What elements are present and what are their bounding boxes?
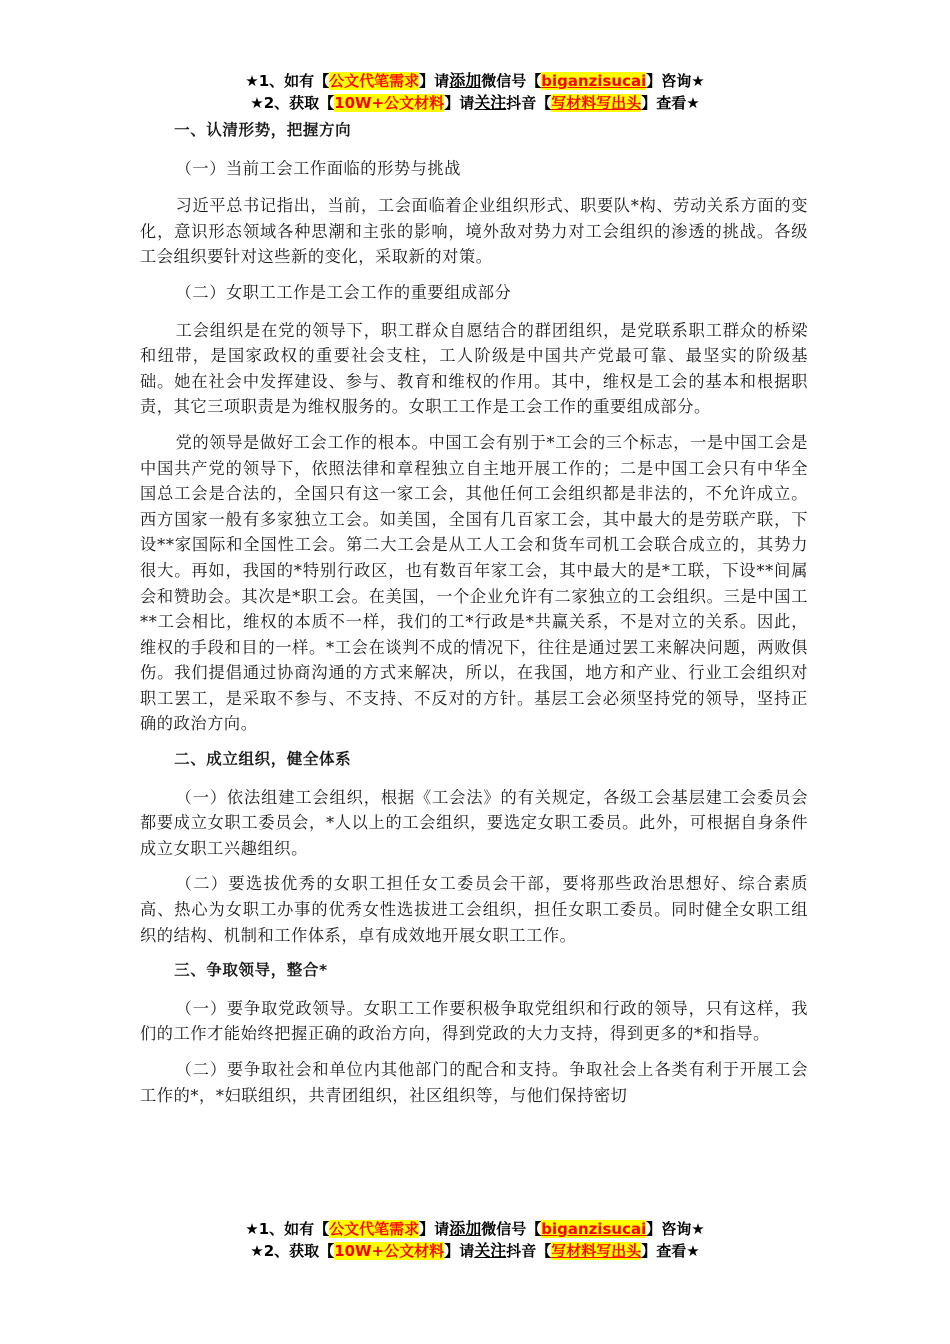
promo-emphasis: 添加 bbox=[449, 1219, 482, 1238]
subsection-heading: （二）女职工工作是工会工作的重要组成部分 bbox=[175, 282, 512, 302]
promo-line-2 bbox=[0, 1240, 950, 1262]
promo-emphasis: 关注 bbox=[474, 93, 507, 112]
highlight-service: 公文代笔需求 bbox=[329, 72, 420, 90]
body-paragraph: （一）依法组建工会组织，根据《工会法》的有关规定，各级工会基层建工会委员会都要成立女职工委员会，*人以上的工会组织，要选定女职工委员。此外，可根据自身条件成立女职工兴趣组织。 bbox=[140, 787, 808, 858]
body-paragraph: （二）要选拔优秀的女职工担任女工委员会干部，要将那些政治思想好、综合素质高、热心为女职工办事的优秀女性选拔进工会组织，担任女职工委员。同时健全女职工组织的结构、机制和工作体系，卓有成效地开展女职工工作。 bbox=[140, 874, 808, 945]
body-paragraph: 习近平总书记指出，当前，工会面临着企业组织形式、职要队*构、劳动关系方面的变化，意识形态领域各种思潮和主张的影响，境外敌对势力对工会组织的渗透的挑战。各级工会组织要针对这些新的变化，采取新的对策。 bbox=[140, 196, 808, 267]
promo-text: 】咨询★ bbox=[646, 72, 705, 90]
promo-text: ★1、如有【 bbox=[245, 72, 330, 90]
document-body bbox=[140, 118, 808, 1118]
promo-emphasis: 添加 bbox=[449, 71, 482, 90]
promo-text: 】查看★ bbox=[641, 94, 700, 112]
wechat-id-link[interactable]: biganzisucai bbox=[541, 72, 647, 90]
promo-text: 抖音【 bbox=[506, 1242, 552, 1260]
promo-text: ★1、如有【 bbox=[245, 1220, 330, 1238]
promo-emphasis: 关注 bbox=[474, 1241, 507, 1260]
promo-text: 】咨询★ bbox=[646, 1220, 705, 1238]
promo-line-2 bbox=[0, 92, 950, 114]
promo-line-1 bbox=[0, 1218, 950, 1240]
douyin-account-link[interactable]: 写材料写出头 bbox=[551, 94, 642, 112]
section-heading: 三、争取领导，整合* bbox=[174, 961, 328, 980]
body-paragraph: 党的领导是做好工会工作的根本。中国工会有别于*工会的三个标志，一是中国工会是中国共产党的领导下，依照法律和章程独立自主地开展工作的；二是中国工会只有中华全国总工会是合法的，全国只有这一家工会，其他任何工会组织都是非法的，不允许成立。西方国家一般有多家独立工会。如美国，全国有几百家工会，其中最大的是劳联产联，下设**家国际和全国性工会。第二大工会是从工人工会和货车司机工会联合成立的，其势力很大。再如，我国的*特别行政区，也有数百年家工会，其中最大的是*工联，下设**间属会和赞助会。其次是*职工会。在美国，一个企业允许有二家独立的工会组织。三是中国工**工会相比，维权的本质不一样，我们的工*行政是*共赢关系，不是对立的关系。因此，维权的手段和目的一样。*工会在谈判不成的情况下，往往是通过罢工来解决问题，两败俱伤。我们提倡通过协商沟通的方式来解决，所以，在我国，地方和产业、行业工会组织对职工罢工，是采取不参与、不支持、不反对的方针。基层工会必须坚持党的领导，坚持正确的政治方向。 bbox=[140, 432, 808, 734]
promo-text: 】请 bbox=[444, 94, 475, 112]
highlight-service: 公文代笔需求 bbox=[329, 1220, 420, 1238]
promo-text: 微信号【 bbox=[481, 1220, 542, 1238]
body-paragraph: （二）要争取社会和单位内其他部门的配合和支持。争取社会上各类有利于开展工会工作的*，*妇联组织，共青团组织，社区组织等，与他们保持密切 bbox=[140, 1060, 808, 1105]
highlight-materials: 10W+公文材料 bbox=[334, 94, 445, 112]
body-paragraph: （一）要争取党政领导。女职工工作要积极争取党组织和行政的领导，只有这样，我们的工作才能始终把握正确的政治方向，得到党政的大力支持，得到更多的*和指导。 bbox=[140, 998, 808, 1044]
promo-banner-top bbox=[0, 70, 950, 114]
highlight-materials: 10W+公文材料 bbox=[334, 1242, 445, 1260]
section-heading: 一、认清形势，把握方向 bbox=[174, 121, 352, 139]
subsection-heading: （一）当前工会工作面临的形势与挑战 bbox=[175, 158, 462, 178]
promo-text: 】请 bbox=[419, 72, 450, 90]
promo-text: 微信号【 bbox=[481, 72, 542, 90]
promo-banner-bottom bbox=[0, 1218, 950, 1262]
douyin-account-link[interactable]: 写材料写出头 bbox=[551, 1242, 642, 1260]
section-heading: 二、成立组织，健全体系 bbox=[174, 750, 352, 769]
promo-line-1 bbox=[0, 70, 950, 92]
promo-text: ★2、获取【 bbox=[250, 94, 335, 112]
promo-text: 抖音【 bbox=[506, 94, 552, 112]
body-paragraph: 工会组织是在党的领导下，职工群众自愿结合的群团组织，是党联系职工群众的桥梁和纽带，是国家政权的重要社会支柱，工人阶级是中国共产党最可靠、最坚实的阶级基础。她在社会中发挥建设、参与、教育和维权的作用。其中，维权是工会的基本和根据职责，其它三项职责是为维权服务的。女职工工作是工会工作的重要组成部分。 bbox=[140, 320, 808, 417]
wechat-id-link[interactable]: biganzisucai bbox=[541, 1220, 647, 1238]
promo-text: 】请 bbox=[419, 1220, 450, 1238]
promo-text: 】请 bbox=[444, 1242, 475, 1260]
promo-text: 】查看★ bbox=[641, 1242, 700, 1260]
promo-text: ★2、获取【 bbox=[250, 1242, 335, 1260]
